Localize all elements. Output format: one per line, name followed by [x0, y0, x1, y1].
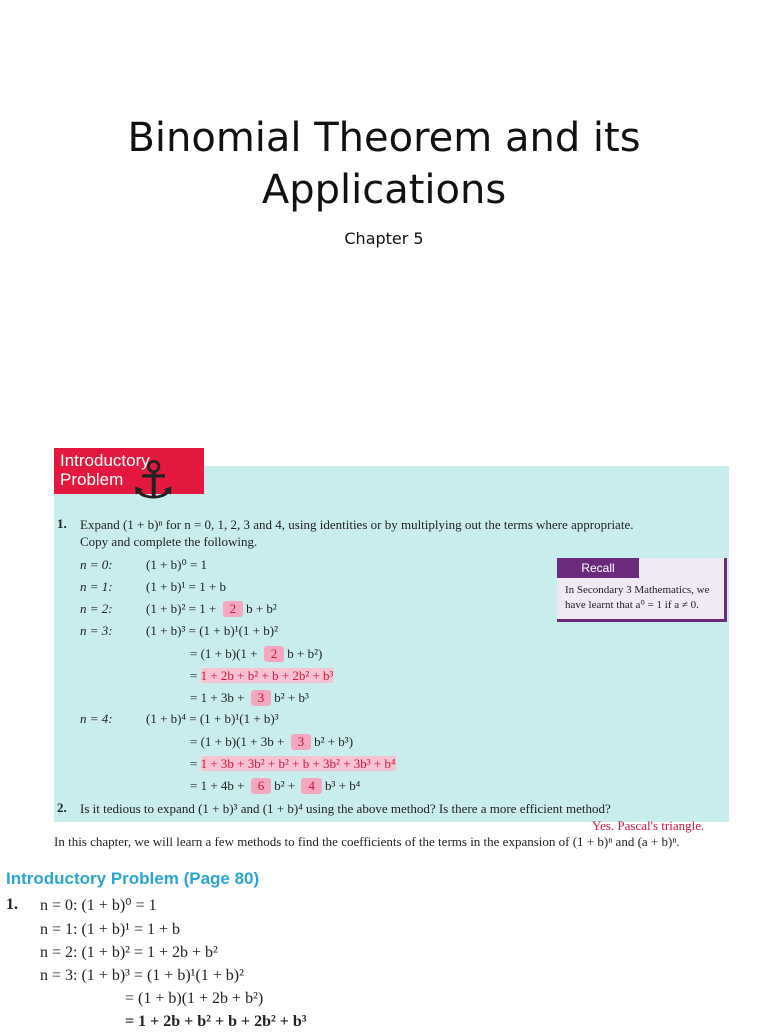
answer-box: 2 — [223, 601, 244, 617]
row-label: n = 3: — [80, 623, 113, 638]
chapter-intro-paragraph: In this chapter, we will learn a few methods to find the coefficients of the terms in the expansion of (1 + b)ⁿ and (a + b)ⁿ. — [54, 834, 680, 849]
introductory-problem-badge — [54, 448, 204, 494]
answer-box: 3 — [291, 734, 312, 750]
row-label: n = 0: — [80, 557, 113, 572]
handwritten-answer-note: Yes. Pascal's triangle. — [592, 818, 705, 833]
expr-part: (1 + b)² = 1 + — [146, 601, 220, 616]
expr-part: = — [190, 756, 201, 771]
anchor-icon: ⚓ — [130, 451, 177, 511]
answer-box: 6 — [251, 778, 272, 794]
recall-text: In Secondary 3 Mathematics, we have learnt that a⁰ = 1 if a ≠ 0. — [565, 584, 710, 611]
solution-line: = 1 + 2b + b² + b + 2b² + b³ — [125, 1013, 307, 1030]
expr-part: = 1 + 4b + — [190, 778, 248, 793]
answer-box: 3 — [251, 690, 272, 706]
row-expression — [190, 734, 353, 750]
expr-part: b² + b³) — [314, 734, 354, 749]
question-2-text: Is it tedious to expand (1 + b)³ and (1 + b)⁴ using the above method? Is there a more efficient method? — [80, 801, 611, 816]
answer-box: 4 — [301, 778, 322, 794]
expr-part: = — [190, 668, 201, 683]
recall-tab: Recall — [557, 558, 639, 578]
expr-part: = (1 + b)(1 + — [190, 646, 261, 661]
solution-line: n = 0: (1 + b)⁰ = 1 — [40, 897, 157, 914]
expr-part: = (1 + b)(1 + 3b + — [190, 734, 288, 749]
expr-part: b² + b³ — [274, 690, 309, 705]
solution-number: 1. — [6, 896, 18, 913]
solution-line: = (1 + b)(1 + 2b + b²) — [125, 990, 264, 1007]
row-expression — [190, 756, 396, 772]
row-expression — [146, 601, 277, 617]
row-expression: (1 + b)¹ = 1 + b — [146, 579, 227, 594]
row-expression — [190, 668, 333, 684]
badge-line2: Problem — [60, 470, 124, 489]
expr-part: b² + — [274, 778, 299, 793]
solution-line: n = 2: (1 + b)² = 1 + 2b + b² — [40, 944, 218, 961]
answer-highlight: 1 + 2b + b² + b + 2b² + b³ — [200, 668, 334, 683]
row-expression: (1 + b)⁴ = (1 + b)¹(1 + b)³ — [146, 711, 279, 726]
solution-line: n = 3: (1 + b)³ = (1 + b)¹(1 + b)² — [40, 967, 244, 984]
slide-title-line2: Applications — [261, 167, 507, 213]
expr-part: b + b² — [246, 601, 277, 616]
row-label: n = 1: — [80, 579, 113, 594]
row-expression — [190, 646, 322, 662]
question-1-line2: Copy and complete the following. — [80, 534, 258, 549]
slide-title-line1: Binomial Theorem and its — [127, 115, 641, 161]
expr-part: b³ + b⁴ — [324, 778, 361, 793]
row-expression — [190, 778, 360, 794]
question-1-number: 1. — [57, 516, 67, 531]
answer-box: 2 — [264, 646, 285, 662]
solution-line: n = 1: (1 + b)¹ = 1 + b — [40, 921, 180, 938]
answer-highlight: 1 + 3b + 3b² + b² + b + 3b² + 3b³ + b⁴ — [200, 756, 396, 771]
slide-title — [0, 112, 768, 216]
row-label: n = 4: — [80, 711, 113, 726]
question-2-number: 2. — [57, 800, 67, 815]
row-label: n = 2: — [80, 601, 113, 616]
badge-line1: Introductory — [60, 451, 150, 470]
row-expression — [190, 690, 309, 706]
solution-heading: Introductory Problem (Page 80) — [6, 869, 260, 888]
slide-subtitle: Chapter 5 — [344, 229, 424, 248]
question-1-line1: Expand (1 + b)ⁿ for n = 0, 1, 2, 3 and 4, using identities or by multiplying out the terms where appropriate. — [80, 517, 634, 532]
question-1-text — [80, 516, 720, 550]
row-expression: (1 + b)³ = (1 + b)¹(1 + b)² — [146, 623, 278, 638]
expr-part: = 1 + 3b + — [190, 690, 248, 705]
expr-part: b + b²) — [287, 646, 323, 661]
row-expression: (1 + b)⁰ = 1 — [146, 557, 208, 572]
